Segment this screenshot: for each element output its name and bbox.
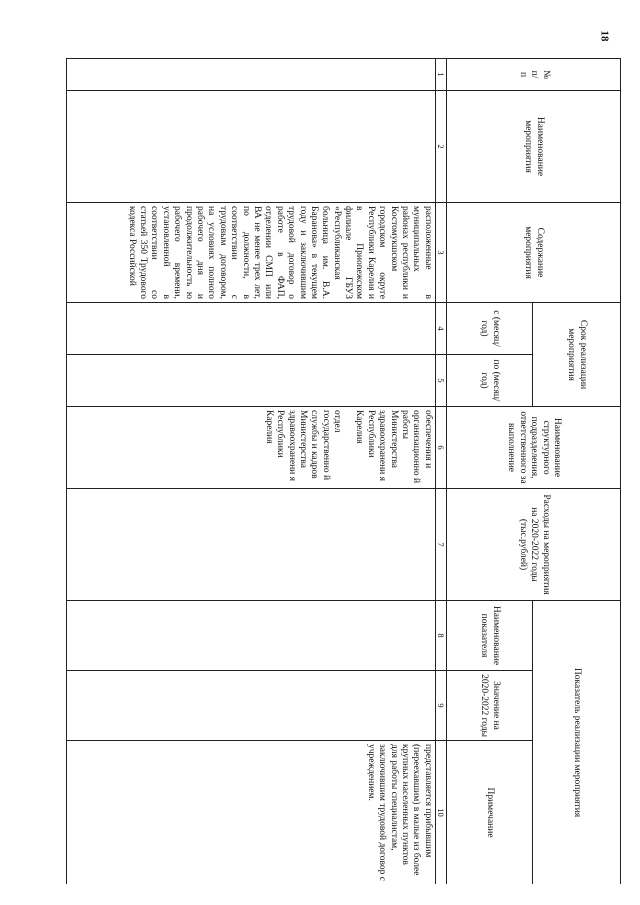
column-number: 2 bbox=[435, 91, 446, 203]
measures-table bbox=[66, 58, 621, 884]
header-indicator: Показатель реализации мероприятия bbox=[533, 601, 621, 884]
column-number: 10 bbox=[435, 741, 446, 884]
header-num: № п/ п bbox=[447, 59, 621, 91]
cell-num bbox=[67, 59, 436, 91]
cell-content: расположенные в муниципальных районах республики и Костомукшском городском округе Республики Карелия и в Приonежском филиале ГБУЗ «Республиканская больница им. В.А. Баранова» в текущем году и заключившим трудовой договор о работе в ФАП, отделении СМП или ВА не менее трех лет, по должности, в соответствии с трудовым договором, на условиях полного рабочего дня и продолжительность ю рабочего времени, установленной в соответствии со статьей 350 Трудового кодекса Российской bbox=[67, 203, 436, 303]
column-number: 7 bbox=[435, 489, 446, 601]
rotated-table-wrapper bbox=[66, 58, 621, 884]
column-number: 3 bbox=[435, 203, 446, 303]
cell-period-from bbox=[67, 303, 436, 355]
table-row bbox=[67, 59, 436, 885]
column-numbers-row bbox=[435, 59, 446, 885]
header-name: Наименование мероприятия bbox=[447, 91, 621, 203]
header-indicator-value: Значение на 2020-2022 годы bbox=[447, 671, 533, 741]
column-number: 4 bbox=[435, 303, 446, 355]
header-period-to: по (месяц/ год) bbox=[447, 355, 533, 407]
column-number: 6 bbox=[435, 407, 446, 489]
column-number: 8 bbox=[435, 601, 446, 671]
page-number: 18 bbox=[598, 30, 611, 42]
header-note: Примечание bbox=[447, 741, 533, 884]
column-number: 1 bbox=[435, 59, 446, 91]
cell-indicator-name bbox=[67, 601, 436, 671]
header-row-1 bbox=[533, 59, 621, 885]
cell-unit-part2: отдел государственно й службы и кадров Министерства здравоохранени я Республики Карелия bbox=[263, 410, 343, 482]
header-costs: Расходы на мероприятия на 2020-2022 годы (тыс.рублей) bbox=[447, 489, 621, 601]
header-period: Срок реализации мероприятия bbox=[533, 303, 621, 407]
cell-costs bbox=[67, 489, 436, 601]
cell-period-to bbox=[67, 355, 436, 407]
cell-note: представляется прибывшим (переехавшим) в малые из более крупных населенных пунктов для работы специалистам, заключившим трудовой договор с учреждением. bbox=[67, 741, 436, 884]
header-content: Содержание мероприятия bbox=[447, 203, 621, 303]
cell-unit bbox=[67, 407, 436, 489]
column-number: 9 bbox=[435, 671, 446, 741]
header-unit: Наименование структурного подразделения, ответственного за выполнение bbox=[447, 407, 621, 489]
cell-indicator-value bbox=[67, 671, 436, 741]
document-sheet bbox=[66, 58, 621, 884]
header-period-from: с (месяц/ год) bbox=[447, 303, 533, 355]
cell-unit-part1: обеспечения и организационно й работы Министерства здравоохранени я Республики Карелия bbox=[354, 410, 433, 484]
header-indicator-name: Наименование показателя bbox=[447, 601, 533, 671]
column-number: 5 bbox=[435, 355, 446, 407]
cell-name bbox=[67, 91, 436, 203]
